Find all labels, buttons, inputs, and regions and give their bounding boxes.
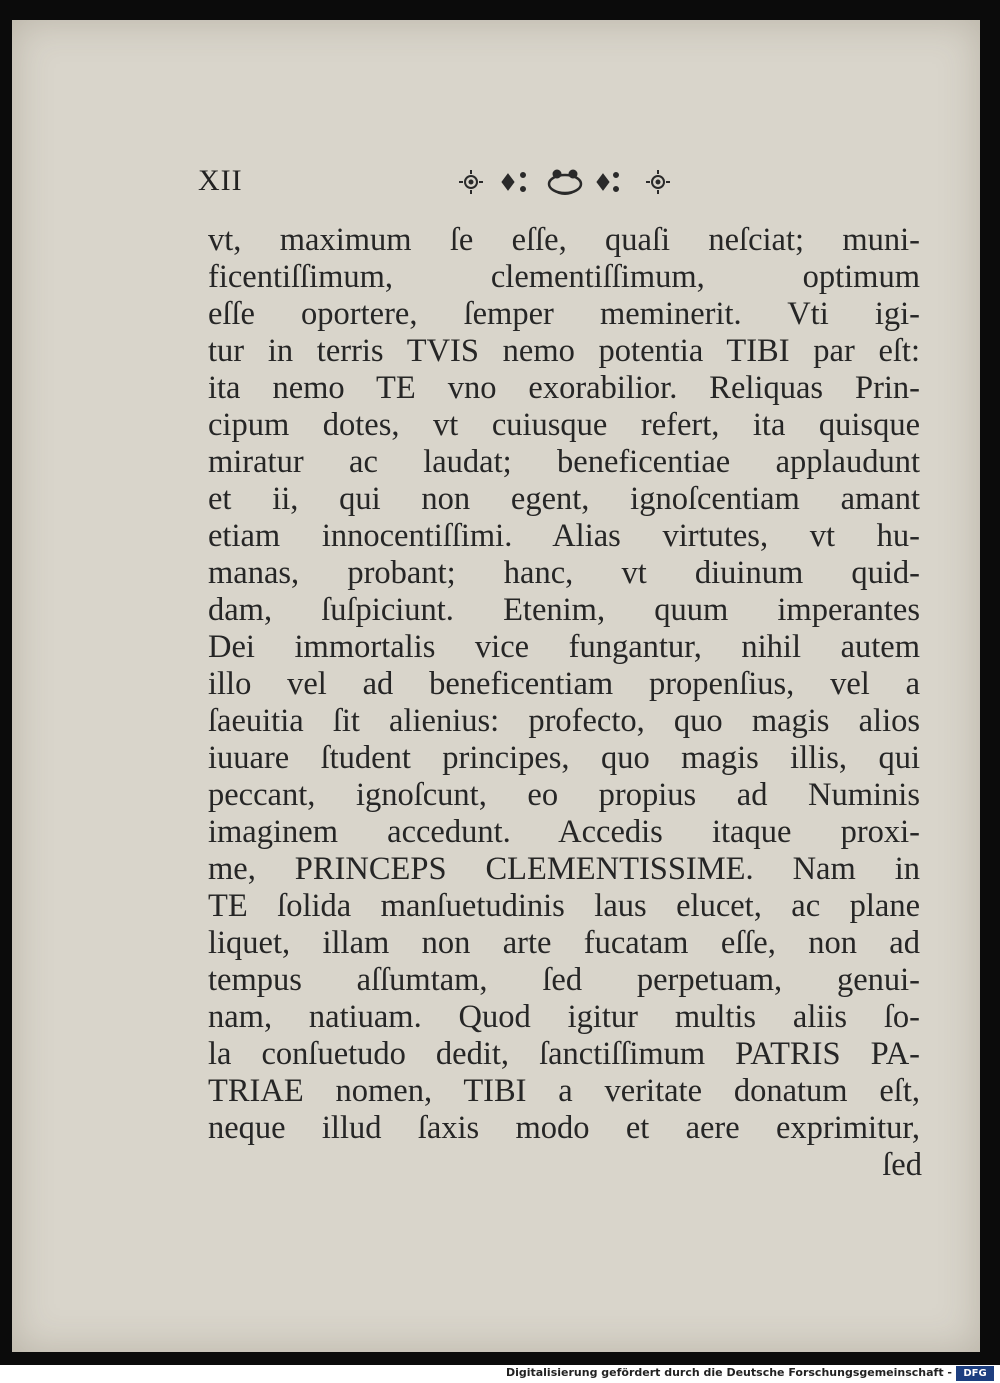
text-line: ſaeuitia ſit alienius: profecto, quo magis alios bbox=[208, 703, 920, 739]
text-line: cipum dotes, vt cuiusque refert, ita quisque bbox=[208, 407, 920, 443]
body-text bbox=[208, 222, 920, 1147]
text-line: et ii, qui non egent, ignoſcentiam amant bbox=[208, 481, 920, 517]
text-line: la conſuetudo dedit, ſanctiſſimum PATRIS PA- bbox=[208, 1036, 920, 1072]
text-line: illo vel ad beneficentiam propenſius, vel a bbox=[208, 666, 920, 702]
page-number: XII bbox=[198, 164, 243, 197]
dfg-logo: DFG bbox=[956, 1366, 994, 1381]
catchword: ſed bbox=[882, 1147, 922, 1183]
text-line: manas, probant; hanc, vt diuinum quid- bbox=[208, 555, 920, 591]
text-line: neque illud ſaxis modo et aere exprimitur, bbox=[208, 1110, 920, 1146]
text-line: me, PRINCEPS CLEMENTISSIME. Nam in bbox=[208, 851, 920, 887]
text-line: tur in terris TVIS nemo potentia TIBI par eſt: bbox=[208, 333, 920, 369]
text-line: Dei immortalis vice fungantur, nihil autem bbox=[208, 629, 920, 665]
text-line: iuuare ſtudent principes, quo magis illis, qui bbox=[208, 740, 920, 776]
text-line: liquet, illam non arte fucatam eſſe, non ad bbox=[208, 925, 920, 961]
fleuron-ornament-icon bbox=[453, 160, 683, 200]
text-line: tempus aſſumtam, ſed perpetuam, genui- bbox=[208, 962, 920, 998]
text-line: peccant, ignoſcunt, eo propius ad Numinis bbox=[208, 777, 920, 813]
text-line: eſſe oportere, ſemper meminerit. Vti igi- bbox=[208, 296, 920, 332]
text-line: nam, natiuam. Quod igitur multis aliis ſo- bbox=[208, 999, 920, 1035]
text-line: etiam innocentiſſimi. Alias virtutes, vt hu- bbox=[208, 518, 920, 554]
text-line: ita nemo TE vno exorabilior. Reliquas Prin- bbox=[208, 370, 920, 406]
text-line: dam, ſuſpiciunt. Etenim, quum imperantes bbox=[208, 592, 920, 628]
text-line: miratur ac laudat; beneficentiae applaudunt bbox=[208, 444, 920, 480]
text-line: imaginem accedunt. Accedis itaque proxi- bbox=[208, 814, 920, 850]
text-line: vt, maximum ſe eſſe, quaſi neſciat; muni- bbox=[208, 222, 920, 258]
footer-credit: Digitalisierung gefördert durch die Deutsche Forschungsgemeinschaft - bbox=[505, 1366, 952, 1379]
text-line: TE ſolida manſuetudinis laus elucet, ac plane bbox=[208, 888, 920, 924]
text-line: TRIAE nomen, TIBI a veritate donatum eſt, bbox=[208, 1073, 920, 1109]
page-header bbox=[198, 160, 918, 204]
text-line: ficentiſſimum, clementiſſimum, optimum bbox=[208, 259, 920, 295]
